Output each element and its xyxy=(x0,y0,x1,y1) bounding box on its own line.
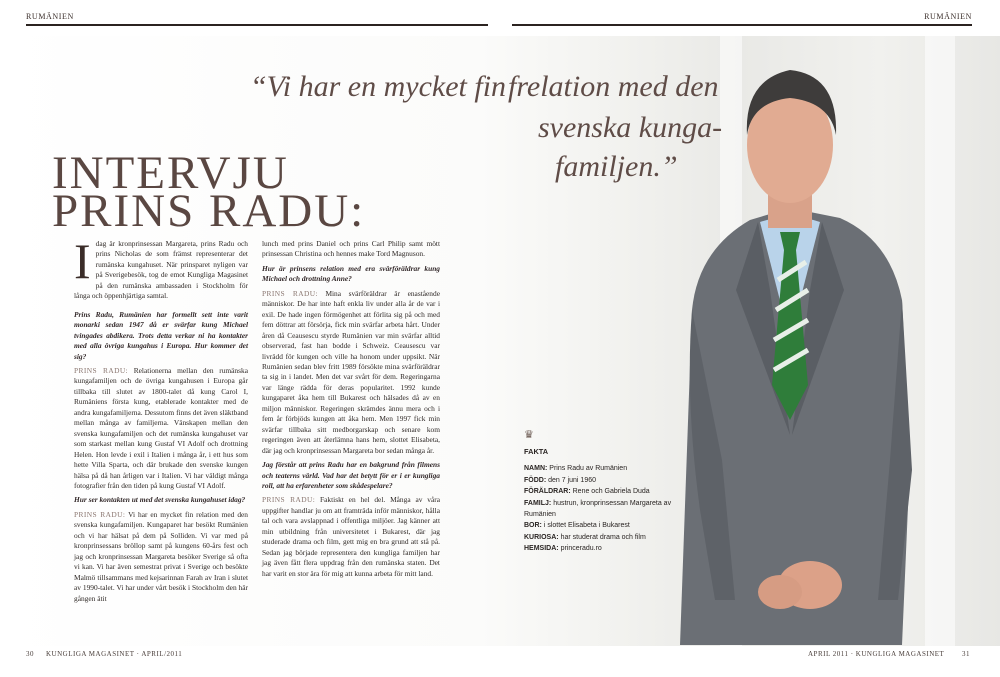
page-number-left: 30 xyxy=(26,650,34,658)
answer-4 xyxy=(262,495,440,579)
fakta-item xyxy=(524,520,694,531)
answer-4-text: Faktiskt en hel del. Många av våra uppgifter handlar ju om att framträda inför människor, hålla tal och vara avslappnad i offentliga miljöer. Jag känner att min utbildning från universitetet i Bukarest, där jag studerade drama och film, gett mig en bra grund att stå på. Sedan jag började representera den kungliga familjen har jag även fått flera uppdrag från den rumänska staten. Det har varit en stor ära för mig att kunna arbeta för mitt land. xyxy=(262,495,440,578)
speaker-label: PRINS RADU: xyxy=(74,509,126,519)
answer-3 xyxy=(262,289,440,456)
section-header-right: RUMÄNIEN xyxy=(924,12,972,21)
pull-quote-line-3: svenska kunga- xyxy=(538,111,723,144)
fakta-value: hustrun, kronprinsessan Margareta av Rumänien xyxy=(524,499,672,519)
article-column-2 xyxy=(262,239,440,583)
article-column-1 xyxy=(74,233,248,608)
fakta-value: princeradu.ro xyxy=(560,545,602,553)
fakta-label: BOR: xyxy=(524,522,542,530)
page-number-right: 31 xyxy=(962,650,970,658)
fakta-item xyxy=(524,532,694,543)
crown-icon: ♛ xyxy=(524,429,534,441)
header-rule-left xyxy=(26,24,488,26)
fakta-label: FAMILJ: xyxy=(524,499,552,507)
intro-text: dag är kronprinsessan Margareta, prins Radu och prins Nicholas de som främst representerar det rumänska kungahuset. När prinsparet nyligen var på Sverigebesök, tog de emot Kungliga Magasinet på den rumänska ambassaden i Stockholm för långa och öppenhjärtiga samtal. xyxy=(74,239,248,301)
fakta-label: NAMN: xyxy=(524,465,548,473)
answer-3-text: Mina svärföräldrar är enastående människor. De har inte haft enkla liv under alla år de var i exil. De hade ingen förmögenhet att förlita sig på och med fem döttrar att försörja, fick min svärfar arbeta hårt. Under åren då Ceausescu styrde Rumänien var min svärfar alltid observerad, fast han bodde i Schweiz. Ceausescu var livrädd för kungen och ville ha honom under uppsikt. När Rumänien sedan blev fritt 1989 försökte mina svärföräldrar ta sig in i landet. Men det var svårt för dem. Regeringarna var länge rädda för deras popularitet. 1992 kunde kungaparet åka hem till Bukarest och hälsades då av en miljon människor. Regeringen skrämdes ännu mera och i fem år förbjöds kungen att åka hem. Men 1997 fick min svärfar tillbaka sitt medborgarskap och senare kom regeringen även att återlämna hans hem, slottet Elisabeta, där jag och kronprinsessan Margareta bor sedan många år. xyxy=(262,288,440,455)
question-2: Hur ser kontakten ut med det svenska kungahuset idag? xyxy=(74,495,246,505)
fakta-box xyxy=(524,446,694,555)
speaker-label: PRINS RADU: xyxy=(74,365,129,375)
question-1: Prins Radu, Rumänien har formellt sett inte varit monarki sedan 1947 då er svärfar kung Michael tvingades abdikera. Trots detta verkar ni ha kontakter med alla övriga kungahus i Europa. Hur kommer det sig? xyxy=(74,309,248,361)
fakta-value: den 7 juni 1960 xyxy=(548,476,597,484)
intro-paragraph xyxy=(74,233,248,302)
fakta-label: HEMSIDA: xyxy=(524,545,559,553)
drop-cap: I xyxy=(74,233,91,289)
answer-2 xyxy=(74,510,248,604)
fakta-value: Rene och Gabriela Duda xyxy=(572,488,650,496)
question-3: Hur är prinsens relation med era svärföräldrar kung Michael och drottning Anne? xyxy=(262,263,440,284)
fakta-value: Prins Radu av Rumänien xyxy=(549,465,628,473)
answer-1-text: Relationerna mellan den rumänska kungafamiljen och de övriga kungahusen i Europa går tillbaka till slutet av 1800-talet då kung Carol I, Rumäniens första kung, etablerade kontakter med de andra kungafamiljerna. Dessutom finns det även släktband mellan många av familjerna. Vänskapen mellan den svenska kungafamiljen och det rumänska kungahuset var som starkast mellan kung Gustaf VI Adolf och drottning Helen. Hon levde i exil i Italien i många år, i ett hus som hette Villa Sparta, och där brukade den svenske kungen hälsa på då han årligen var i Italien. Vi har väldigt många fotografier från den tiden på kung Gustaf VI Adolf. xyxy=(74,365,248,490)
fakta-item xyxy=(524,498,694,521)
footer-right: APRIL 2011 · KUNGLIGA MAGASINET xyxy=(808,650,945,658)
fakta-heading: FAKTA xyxy=(524,447,549,456)
footer-left: KUNGLIGA MAGASINET · APRIL/2011 xyxy=(46,650,183,658)
fakta-label: FÖDD: xyxy=(524,476,547,484)
header-rule-right xyxy=(512,24,972,26)
pull-quote-line-1: “Vi har en mycket fin xyxy=(250,70,507,103)
pull-quote-line-4: familjen.” xyxy=(555,150,678,183)
fakta-item xyxy=(524,543,694,554)
question-4: Jag förstår att prins Radu har en bakgrund från filmens och teaterns värld. Vad har det betytt för er i er kungliga roll, att ha erfarenheter som skådespelare? xyxy=(262,460,440,490)
fakta-value: i slottet Elisabeta i Bukarest xyxy=(543,522,630,530)
fakta-item xyxy=(524,486,694,497)
answer-2-text: Vi har en mycket fin relation med den svenska kungafamiljen. Kungaparet har besökt Rumänien och vi har hälsat på dem på Solliden. Vi var med på kronprinsessans bröllop samt på kungens 60-års fest och jag och kronprinsessan Margareta besöker Sverige så ofta vi kan. Vi har även semestrat privat i Sverige och besökte Malmö tillsammans med kejsarinnan Farah av Iran i slutet av 1990-talet. Vi har under vårt besök i Stockholm den här gången ätit xyxy=(74,509,248,603)
answer-2-continued: lunch med prins Daniel och prins Carl Philip samt mött prinsessan Christina och hennes make Tord Magnuson. xyxy=(262,239,440,259)
speaker-label: PRINS RADU: xyxy=(262,288,318,298)
fakta-label: FÖRÄLDRAR: xyxy=(524,488,571,496)
article-title-line-2: PRINS RADU: xyxy=(52,185,366,237)
fakta-label: KURIOSA: xyxy=(524,533,559,541)
answer-1 xyxy=(74,366,248,491)
speaker-label: PRINS RADU: xyxy=(262,495,316,505)
fakta-item xyxy=(524,463,694,474)
fakta-item xyxy=(524,475,694,486)
pull-quote-line-2: frelation med den xyxy=(508,70,719,103)
section-header-left: RUMÄNIEN xyxy=(26,12,74,21)
fakta-value: har studerat drama och film xyxy=(560,533,646,541)
article-title-line-1: INTERVJU xyxy=(52,147,289,199)
